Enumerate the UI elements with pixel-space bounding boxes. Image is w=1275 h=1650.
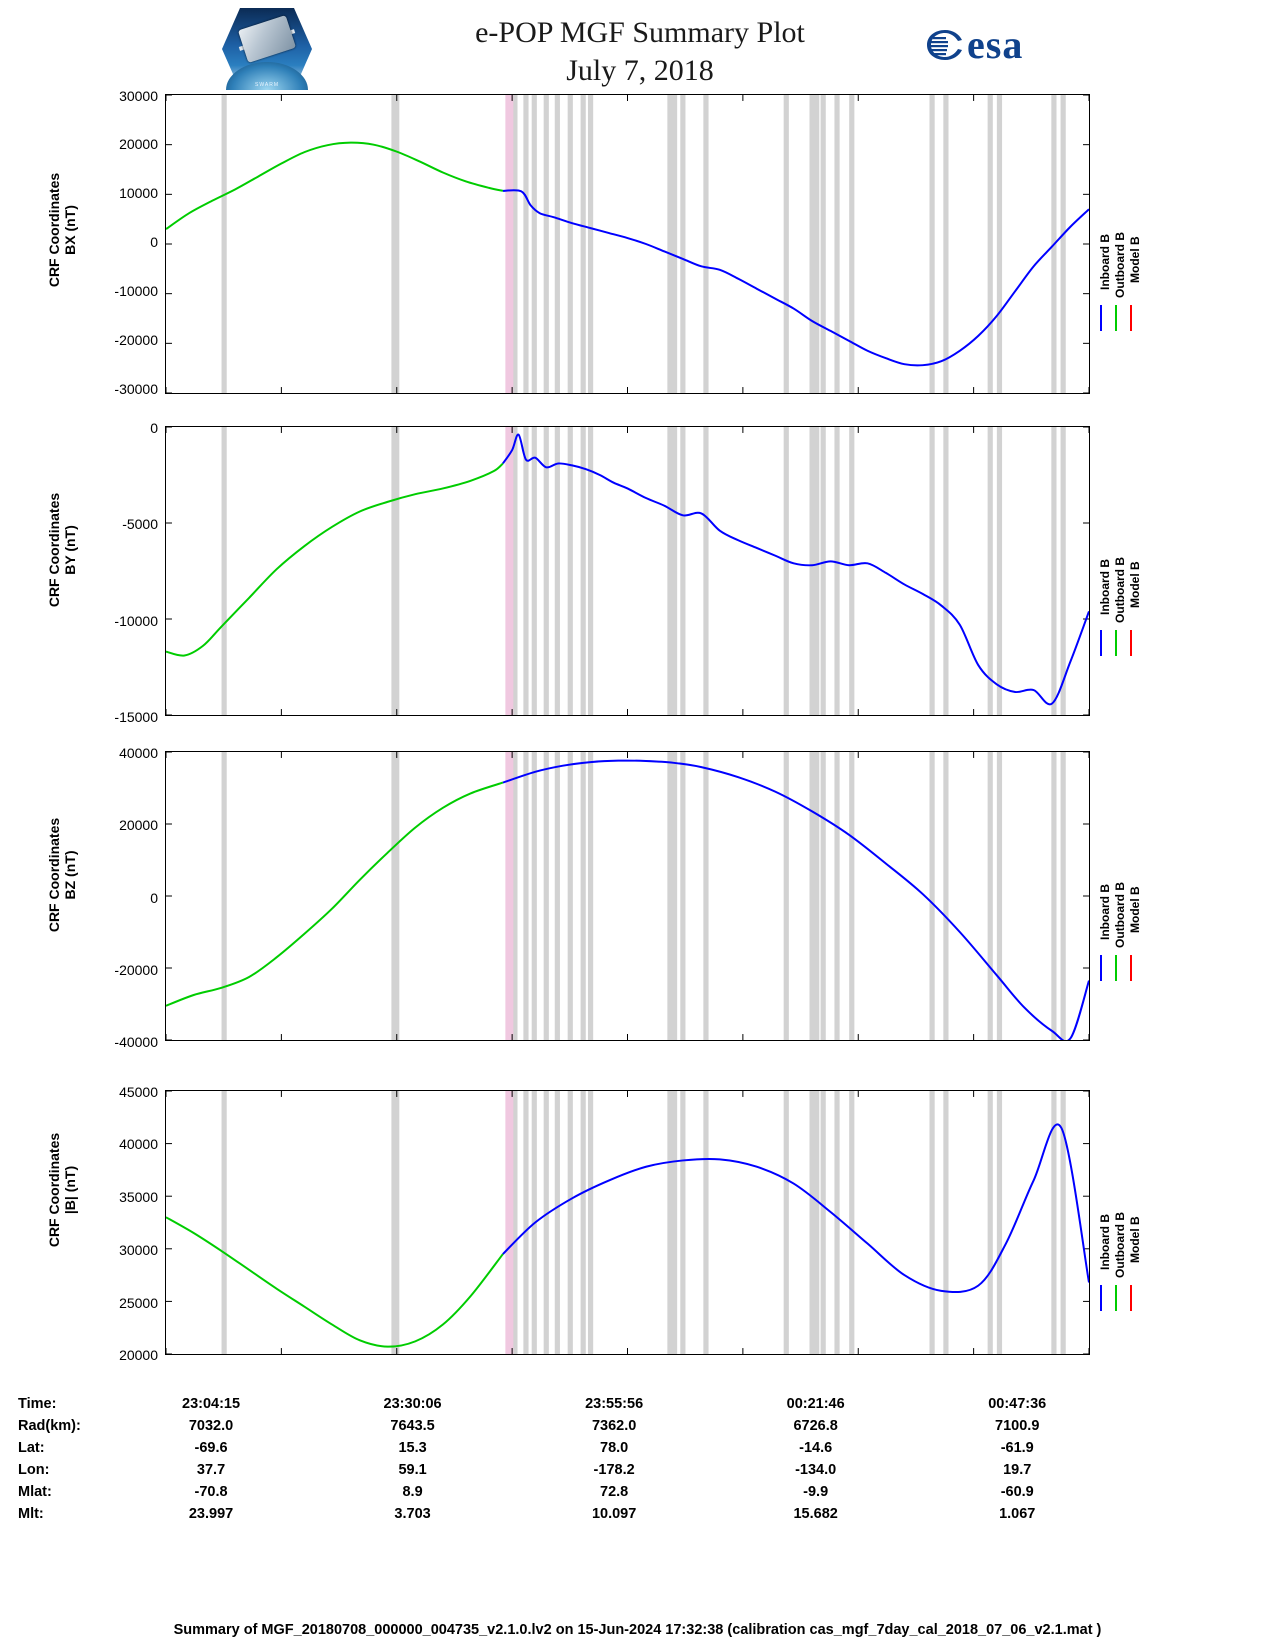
- legend-by-item-2: Model B: [1128, 561, 1142, 608]
- legend-by-item-0: Inboard B: [1098, 559, 1112, 615]
- data-gap-band: [1051, 752, 1056, 1040]
- event-band: [505, 427, 513, 715]
- ytick-by-1: -5000: [122, 516, 158, 532]
- legend-bmag-swatch-outboard: [1115, 1285, 1117, 1311]
- data-gap-band: [523, 752, 528, 1040]
- data-gap-band: [821, 752, 826, 1040]
- time-value-0: 23:04:15: [182, 1396, 241, 1412]
- legend-by-swatch-outboard: [1115, 630, 1117, 656]
- axis-label-by-line1: CRF Coordinates: [46, 492, 62, 608]
- data-gap-band: [988, 1091, 993, 1354]
- series-line-model-b: [166, 783, 503, 1006]
- data-gap-band: [849, 1091, 854, 1354]
- data-gap-band: [394, 95, 399, 393]
- data-gap-band: [394, 1091, 399, 1354]
- data-gap-band: [672, 1091, 677, 1354]
- ytick-bx-1: 20000: [119, 136, 158, 152]
- chart-bmag-plot: [166, 1091, 1089, 1354]
- legend-bmag-swatch-model: [1130, 1285, 1132, 1311]
- data-gap-band: [703, 752, 708, 1040]
- data-gap-band: [568, 427, 573, 715]
- legend-bx-swatch-outboard: [1115, 305, 1117, 331]
- data-gap-band: [703, 95, 708, 393]
- data-gap-band: [849, 95, 854, 393]
- chart-by-plot: [166, 427, 1089, 715]
- ytick-by-3: -15000: [114, 709, 158, 725]
- rad-value-4: 7100.9: [995, 1418, 1040, 1434]
- row-label-mlat: Mlat:: [18, 1484, 52, 1500]
- data-gap-band: [929, 752, 934, 1040]
- data-gap-band: [943, 427, 948, 715]
- time-value-1: 23:30:06: [383, 1396, 442, 1412]
- esa-logo-text: esa: [967, 22, 1024, 67]
- data-gap-band: [814, 427, 819, 715]
- axis-label-by-line2: BY (nT): [62, 525, 78, 575]
- legend-by-item-1: Outboard B: [1113, 557, 1127, 623]
- legend-bx-item-0: Inboard B: [1098, 234, 1112, 290]
- axis-label-bx-line2: BX (nT): [62, 205, 78, 255]
- table-row: [18, 1415, 1118, 1437]
- data-gap-band: [680, 427, 685, 715]
- ytick-bx-3: 0: [150, 234, 158, 250]
- data-gap-band: [394, 752, 399, 1040]
- data-gap-band: [568, 752, 573, 1040]
- data-gap-band: [222, 427, 227, 715]
- esa-swoosh-icon: [925, 28, 973, 62]
- mlt-value-4: 1.067: [999, 1506, 1036, 1522]
- axis-label-by: [46, 410, 78, 690]
- data-gap-band: [814, 95, 819, 393]
- data-gap-band: [810, 95, 815, 393]
- title-line-1: e-POP MGF Summary Plot: [475, 16, 805, 49]
- data-gap-band: [588, 95, 593, 393]
- data-gap-band: [544, 95, 549, 393]
- ytick-bx-4: -10000: [114, 283, 158, 299]
- data-gap-band: [555, 1091, 560, 1354]
- data-gap-band: [581, 427, 586, 715]
- data-gap-band: [667, 95, 672, 393]
- lon-value-3: -134.0: [795, 1462, 837, 1478]
- event-band: [505, 752, 513, 1040]
- data-gap-band: [810, 752, 815, 1040]
- time-value-4: 00:47:36: [988, 1396, 1047, 1412]
- chart-panel-bmag: [165, 1090, 1090, 1355]
- data-gap-band: [222, 752, 227, 1040]
- row-label-lat: Lat:: [18, 1440, 45, 1456]
- ytick-bz-4: -40000: [114, 1034, 158, 1050]
- data-gap-band: [394, 427, 399, 715]
- legend-bx-swatch-inboard: [1100, 305, 1102, 331]
- data-gap-band: [1061, 95, 1066, 393]
- table-row: [18, 1459, 1118, 1481]
- data-gap-band: [703, 1091, 708, 1354]
- data-gap-band: [784, 1091, 789, 1354]
- axis-label-bz-line1: CRF Coordinates: [46, 817, 62, 933]
- data-gap-band: [821, 1091, 826, 1354]
- lat-value-1: 15.3: [398, 1440, 427, 1456]
- ytick-bz-3: -20000: [114, 962, 158, 978]
- table-row: [18, 1503, 1118, 1525]
- data-gap-band: [988, 752, 993, 1040]
- chart-panel-by: [165, 426, 1090, 716]
- data-gap-band: [1051, 427, 1056, 715]
- data-gap-band: [849, 427, 854, 715]
- legend-bmag-item-2: Model B: [1128, 1216, 1142, 1263]
- axis-label-bmag-line1: CRF Coordinates: [46, 1132, 62, 1248]
- esa-logo: [925, 22, 1045, 68]
- rad-value-0: 7032.0: [188, 1418, 234, 1434]
- chart-bz-plot: [166, 752, 1089, 1040]
- legend-bx-item-2: Model B: [1128, 236, 1142, 283]
- data-gap-band: [997, 752, 1002, 1040]
- mlt-value-2: 10.097: [591, 1506, 637, 1522]
- chart-panel-bx: [165, 94, 1090, 394]
- rad-value-2: 7362.0: [591, 1418, 637, 1434]
- series-line-model-b: [166, 1217, 503, 1346]
- rad-value-3: 6726.8: [793, 1418, 838, 1434]
- data-gap-band: [834, 752, 839, 1040]
- data-gap-band: [988, 95, 993, 393]
- data-gap-band: [834, 1091, 839, 1354]
- lon-value-1: 59.1: [398, 1462, 427, 1478]
- data-gap-band: [929, 427, 934, 715]
- data-gap-band: [680, 95, 685, 393]
- data-gap-band: [834, 427, 839, 715]
- data-gap-band: [929, 95, 934, 393]
- data-gap-band: [997, 1091, 1002, 1354]
- data-gap-band: [672, 95, 677, 393]
- data-gap-band: [1061, 427, 1066, 715]
- lat-value-4: -61.9: [1000, 1440, 1034, 1456]
- ytick-bz-0: 40000: [119, 745, 158, 761]
- ytick-by-2: -10000: [114, 613, 158, 629]
- data-gap-band: [581, 95, 586, 393]
- mlt-value-3: 15.682: [793, 1506, 838, 1522]
- data-gap-band: [523, 95, 528, 393]
- rad-value-1: 7643.5: [390, 1418, 435, 1434]
- table-row: [18, 1393, 1118, 1415]
- axis-label-bx-line1: CRF Coordinates: [46, 172, 62, 288]
- axis-label-bx: [46, 90, 78, 370]
- data-gap-band: [581, 1091, 586, 1354]
- legend-bmag-item-0: Inboard B: [1098, 1214, 1112, 1270]
- data-gap-band: [821, 427, 826, 715]
- data-gap-band: [997, 427, 1002, 715]
- data-gap-band: [814, 1091, 819, 1354]
- data-gap-band: [810, 1091, 815, 1354]
- data-gap-band: [943, 95, 948, 393]
- legend-bz-item-2: Model B: [1128, 886, 1142, 933]
- legend-by-swatch-model: [1130, 630, 1132, 656]
- table-row: [18, 1437, 1118, 1459]
- data-gap-band: [997, 95, 1002, 393]
- data-gap-band: [988, 427, 993, 715]
- data-gap-band: [849, 752, 854, 1040]
- time-value-2: 23:55:56: [585, 1396, 644, 1412]
- legend-by-swatch-inboard: [1100, 630, 1102, 656]
- title-line-2: July 7, 2018: [566, 54, 714, 87]
- ytick-by-0: 0: [150, 420, 158, 436]
- event-band: [505, 1091, 513, 1354]
- row-label-rad: Rad(km):: [18, 1418, 81, 1434]
- data-gap-band: [523, 427, 528, 715]
- data-gap-band: [834, 95, 839, 393]
- data-gap-band: [667, 752, 672, 1040]
- lon-value-0: 37.7: [196, 1462, 226, 1478]
- data-gap-band: [523, 1091, 528, 1354]
- page-header: [0, 0, 1275, 92]
- table-row: [18, 1481, 1118, 1503]
- mlat-value-0: -70.8: [194, 1484, 228, 1500]
- chart-panel-bz: [165, 751, 1090, 1041]
- data-gap-band: [588, 752, 593, 1040]
- lat-value-3: -14.6: [799, 1440, 833, 1456]
- mlat-value-3: -9.9: [803, 1484, 829, 1500]
- data-gap-band: [544, 752, 549, 1040]
- data-gap-band: [532, 427, 537, 715]
- lon-value-4: 19.7: [1003, 1462, 1032, 1478]
- ytick-bx-0: 30000: [119, 88, 158, 104]
- series-line-model-b: [166, 143, 503, 229]
- data-gap-band: [568, 95, 573, 393]
- axis-label-bmag-line2: |B| (nT): [62, 1165, 78, 1215]
- data-gap-band: [672, 752, 677, 1040]
- ytick-bz-2: 0: [150, 890, 158, 906]
- mlat-value-4: -60.9: [1000, 1484, 1034, 1500]
- legend-bz-swatch-outboard: [1115, 955, 1117, 981]
- data-gap-band: [532, 95, 537, 393]
- footer-caption: Summary of MGF_20180708_000000_004735_v2.1.0.lv2 on 15-Jun-2024 17:32:38 (calibration cas_mgf_7day_cal_2018_07_06_v2.1.mat ): [173, 1622, 1102, 1638]
- legend-bmag-swatch-inboard: [1100, 1285, 1102, 1311]
- lat-value-0: -69.6: [194, 1440, 228, 1456]
- ytick-bx-5: -20000: [114, 332, 158, 348]
- ytick-bx-2: 10000: [119, 185, 158, 201]
- data-gap-band: [810, 427, 815, 715]
- axis-label-bz-line2: BZ (nT): [62, 850, 78, 900]
- mlat-value-2: 72.8: [600, 1484, 629, 1500]
- data-gap-band: [555, 752, 560, 1040]
- data-gap-band: [588, 1091, 593, 1354]
- time-value-3: 00:21:46: [786, 1396, 845, 1412]
- data-gap-band: [672, 427, 677, 715]
- mlt-value-0: 23.997: [188, 1506, 234, 1522]
- ytick-bmag-1: 40000: [119, 1136, 158, 1152]
- ephemeris-table: [18, 1393, 1258, 1525]
- data-gap-band: [555, 427, 560, 715]
- data-gap-band: [821, 95, 826, 393]
- ytick-bx-6: -30000: [114, 381, 158, 397]
- legend-bz-swatch-inboard: [1100, 955, 1102, 981]
- legend-bz-item-1: Outboard B: [1113, 882, 1127, 948]
- swarm-logo-label: SWARM: [255, 82, 279, 88]
- data-gap-band: [943, 752, 948, 1040]
- data-gap-band: [814, 752, 819, 1040]
- data-gap-band: [222, 95, 227, 393]
- lat-value-2: 78.0: [600, 1440, 629, 1456]
- ytick-bmag-5: 20000: [119, 1347, 158, 1363]
- ytick-bmag-2: 35000: [119, 1189, 158, 1205]
- lon-value-2: -178.2: [593, 1462, 635, 1478]
- series-line-model-b: [166, 463, 503, 655]
- ytick-bmag-4: 25000: [119, 1295, 158, 1311]
- mlt-value-1: 3.703: [394, 1506, 431, 1522]
- legend-bz-item-0: Inboard B: [1098, 884, 1112, 940]
- chart-bx-plot: [166, 95, 1089, 393]
- page-title: [320, 14, 960, 90]
- legend-bx-swatch-model: [1130, 305, 1132, 331]
- data-gap-band: [568, 1091, 573, 1354]
- data-gap-band: [680, 752, 685, 1040]
- data-gap-band: [943, 1091, 948, 1354]
- row-label-mlt: Mlt:: [18, 1506, 44, 1522]
- data-gap-band: [784, 95, 789, 393]
- data-gap-band: [1061, 752, 1066, 1040]
- data-gap-band: [544, 427, 549, 715]
- data-gap-band: [581, 752, 586, 1040]
- data-gap-band: [544, 1091, 549, 1354]
- data-gap-band: [929, 1091, 934, 1354]
- event-band: [505, 95, 513, 393]
- data-gap-band: [680, 1091, 685, 1354]
- row-label-lon: Lon:: [18, 1462, 50, 1478]
- data-gap-band: [532, 752, 537, 1040]
- legend-bmag-item-1: Outboard B: [1113, 1212, 1127, 1278]
- ytick-bmag-0: 45000: [119, 1084, 158, 1100]
- ytick-bmag-3: 30000: [119, 1242, 158, 1258]
- data-gap-band: [703, 427, 708, 715]
- data-gap-band: [667, 427, 672, 715]
- legend-bx-item-1: Outboard B: [1113, 232, 1127, 298]
- data-gap-band: [667, 1091, 672, 1354]
- row-label-time: Time:: [18, 1396, 57, 1412]
- data-gap-band: [784, 427, 789, 715]
- data-gap-band: [222, 1091, 227, 1354]
- ytick-bz-1: 20000: [119, 817, 158, 833]
- legend-bz-swatch-model: [1130, 955, 1132, 981]
- swarm-logo: [222, 8, 312, 90]
- data-gap-band: [555, 95, 560, 393]
- mlat-value-1: 8.9: [402, 1484, 423, 1500]
